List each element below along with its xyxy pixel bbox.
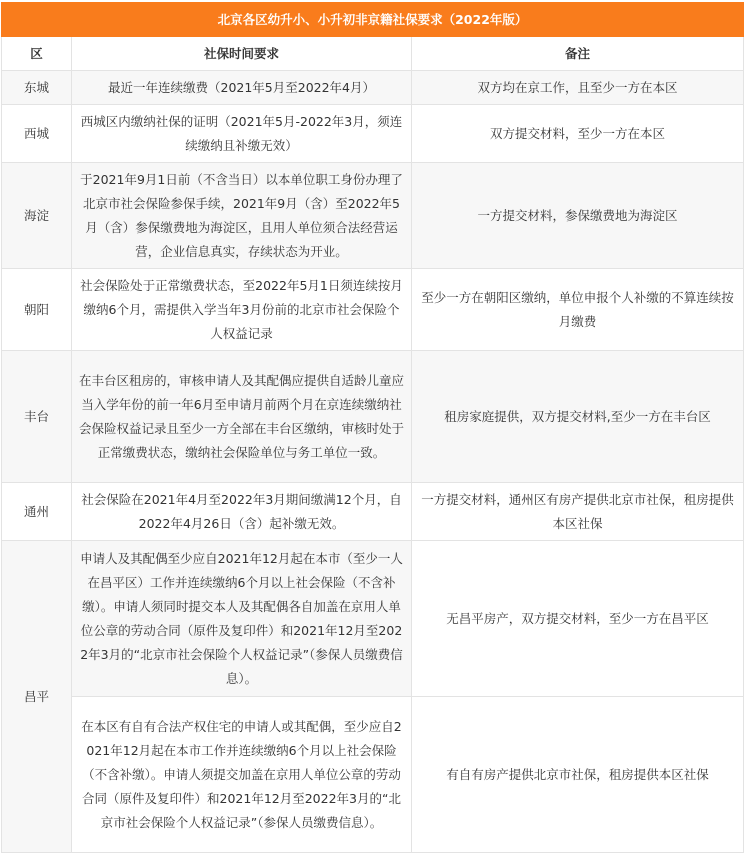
table-row-xicheng (2, 105, 744, 163)
table-row-haidian (2, 163, 744, 269)
district-cell: 西城 (2, 105, 72, 163)
requirement-cell: 社会保险在2021年4月至2022年3月期间缴满12个月，自2022年4月26日（含）起补缴无效。 (72, 483, 412, 541)
table-header-row (2, 37, 744, 71)
requirement-cell: 申请人及其配偶至少应自2021年12月起在本市（至少一人在昌平区）工作并连续缴纳6个月以上社会保险（不含补缴）。申请人须同时提交本人及其配偶各自加盖在京用人单位公章的劳动合同（原件及复印件）和2021年12月至2022年3月的“北京市社会保险个人权益记录”（参保人员缴费信息）。 (72, 541, 412, 697)
district-cell: 通州 (2, 483, 72, 541)
header-district: 区 (2, 37, 72, 71)
table-row-chaoyang (2, 269, 744, 351)
district-cell: 海淀 (2, 163, 72, 269)
requirement-cell: 于2021年9月1日前（不含当日）以本单位职工身份办理了北京市社会保险参保手续，2021年9月（含）至2022年5月（含）参保缴费地为海淀区，且用人单位须合法经营运营，企业信息真实，存续状态为开业。 (72, 163, 412, 269)
table-title-row (2, 3, 744, 37)
note-cell: 一方提交材料，参保缴费地为海淀区 (412, 163, 744, 269)
district-cell: 朝阳 (2, 269, 72, 351)
note-cell: 至少一方在朝阳区缴纳，单位申报个人补缴的不算连续按月缴费 (412, 269, 744, 351)
note-cell: 租房家庭提供，双方提交材料,至少一方在丰台区 (412, 351, 744, 483)
district-cell: 丰台 (2, 351, 72, 483)
table-row-changping (2, 541, 744, 697)
requirement-cell: 西城区内缴纳社保的证明（2021年5月-2022年3月，须连续缴纳且补缴无效） (72, 105, 412, 163)
note-cell: 双方均在京工作，且至少一方在本区 (412, 71, 744, 105)
note-cell: 有自有房产提供北京市社保，租房提供本区社保 (412, 697, 744, 853)
table-title: 北京各区幼升小、小升初非京籍社保要求（2022年版） (2, 3, 744, 37)
header-note: 备注 (412, 37, 744, 71)
page (0, 2, 745, 852)
table-row-tongzhou (2, 483, 744, 541)
header-requirement: 社保时间要求 (72, 37, 412, 71)
requirement-cell: 社会保险处于正常缴费状态，至2022年5月1日须连续按月缴纳6个月，需提供入学当年3月份前的北京市社会保险个人权益记录 (72, 269, 412, 351)
district-cell: 昌平 (2, 541, 72, 853)
requirement-cell: 在本区有自有合法产权住宅的申请人或其配偶，至少应自2021年12月起在本市工作并连续缴纳6个月以上社会保险（不含补缴）。申请人须提交加盖在京用人单位公章的劳动合同（原件及复印件）和2021年12月至2022年3月的“北京市社会保险个人权益记录”（参保人员缴费信息）。 (72, 697, 412, 853)
requirement-cell: 最近一年连续缴费（2021年5月至2022年4月） (72, 71, 412, 105)
district-cell: 东城 (2, 71, 72, 105)
social-security-table (1, 2, 744, 853)
table-row-dongcheng (2, 71, 744, 105)
note-cell: 无昌平房产，双方提交材料，至少一方在昌平区 (412, 541, 744, 697)
requirement-cell: 在丰台区租房的，审核申请人及其配偶应提供自适龄儿童应当入学年份的前一年6月至申请月前两个月在京连续缴纳社会保险权益记录且至少一方全部在丰台区缴纳，审核时处于正常缴费状态，缴纳社会保险单位与务工单位一致。 (72, 351, 412, 483)
table-row-changping-2 (2, 697, 744, 853)
note-cell: 一方提交材料，通州区有房产提供北京市社保，租房提供本区社保 (412, 483, 744, 541)
table-row-fengtai (2, 351, 744, 483)
note-cell: 双方提交材料，至少一方在本区 (412, 105, 744, 163)
